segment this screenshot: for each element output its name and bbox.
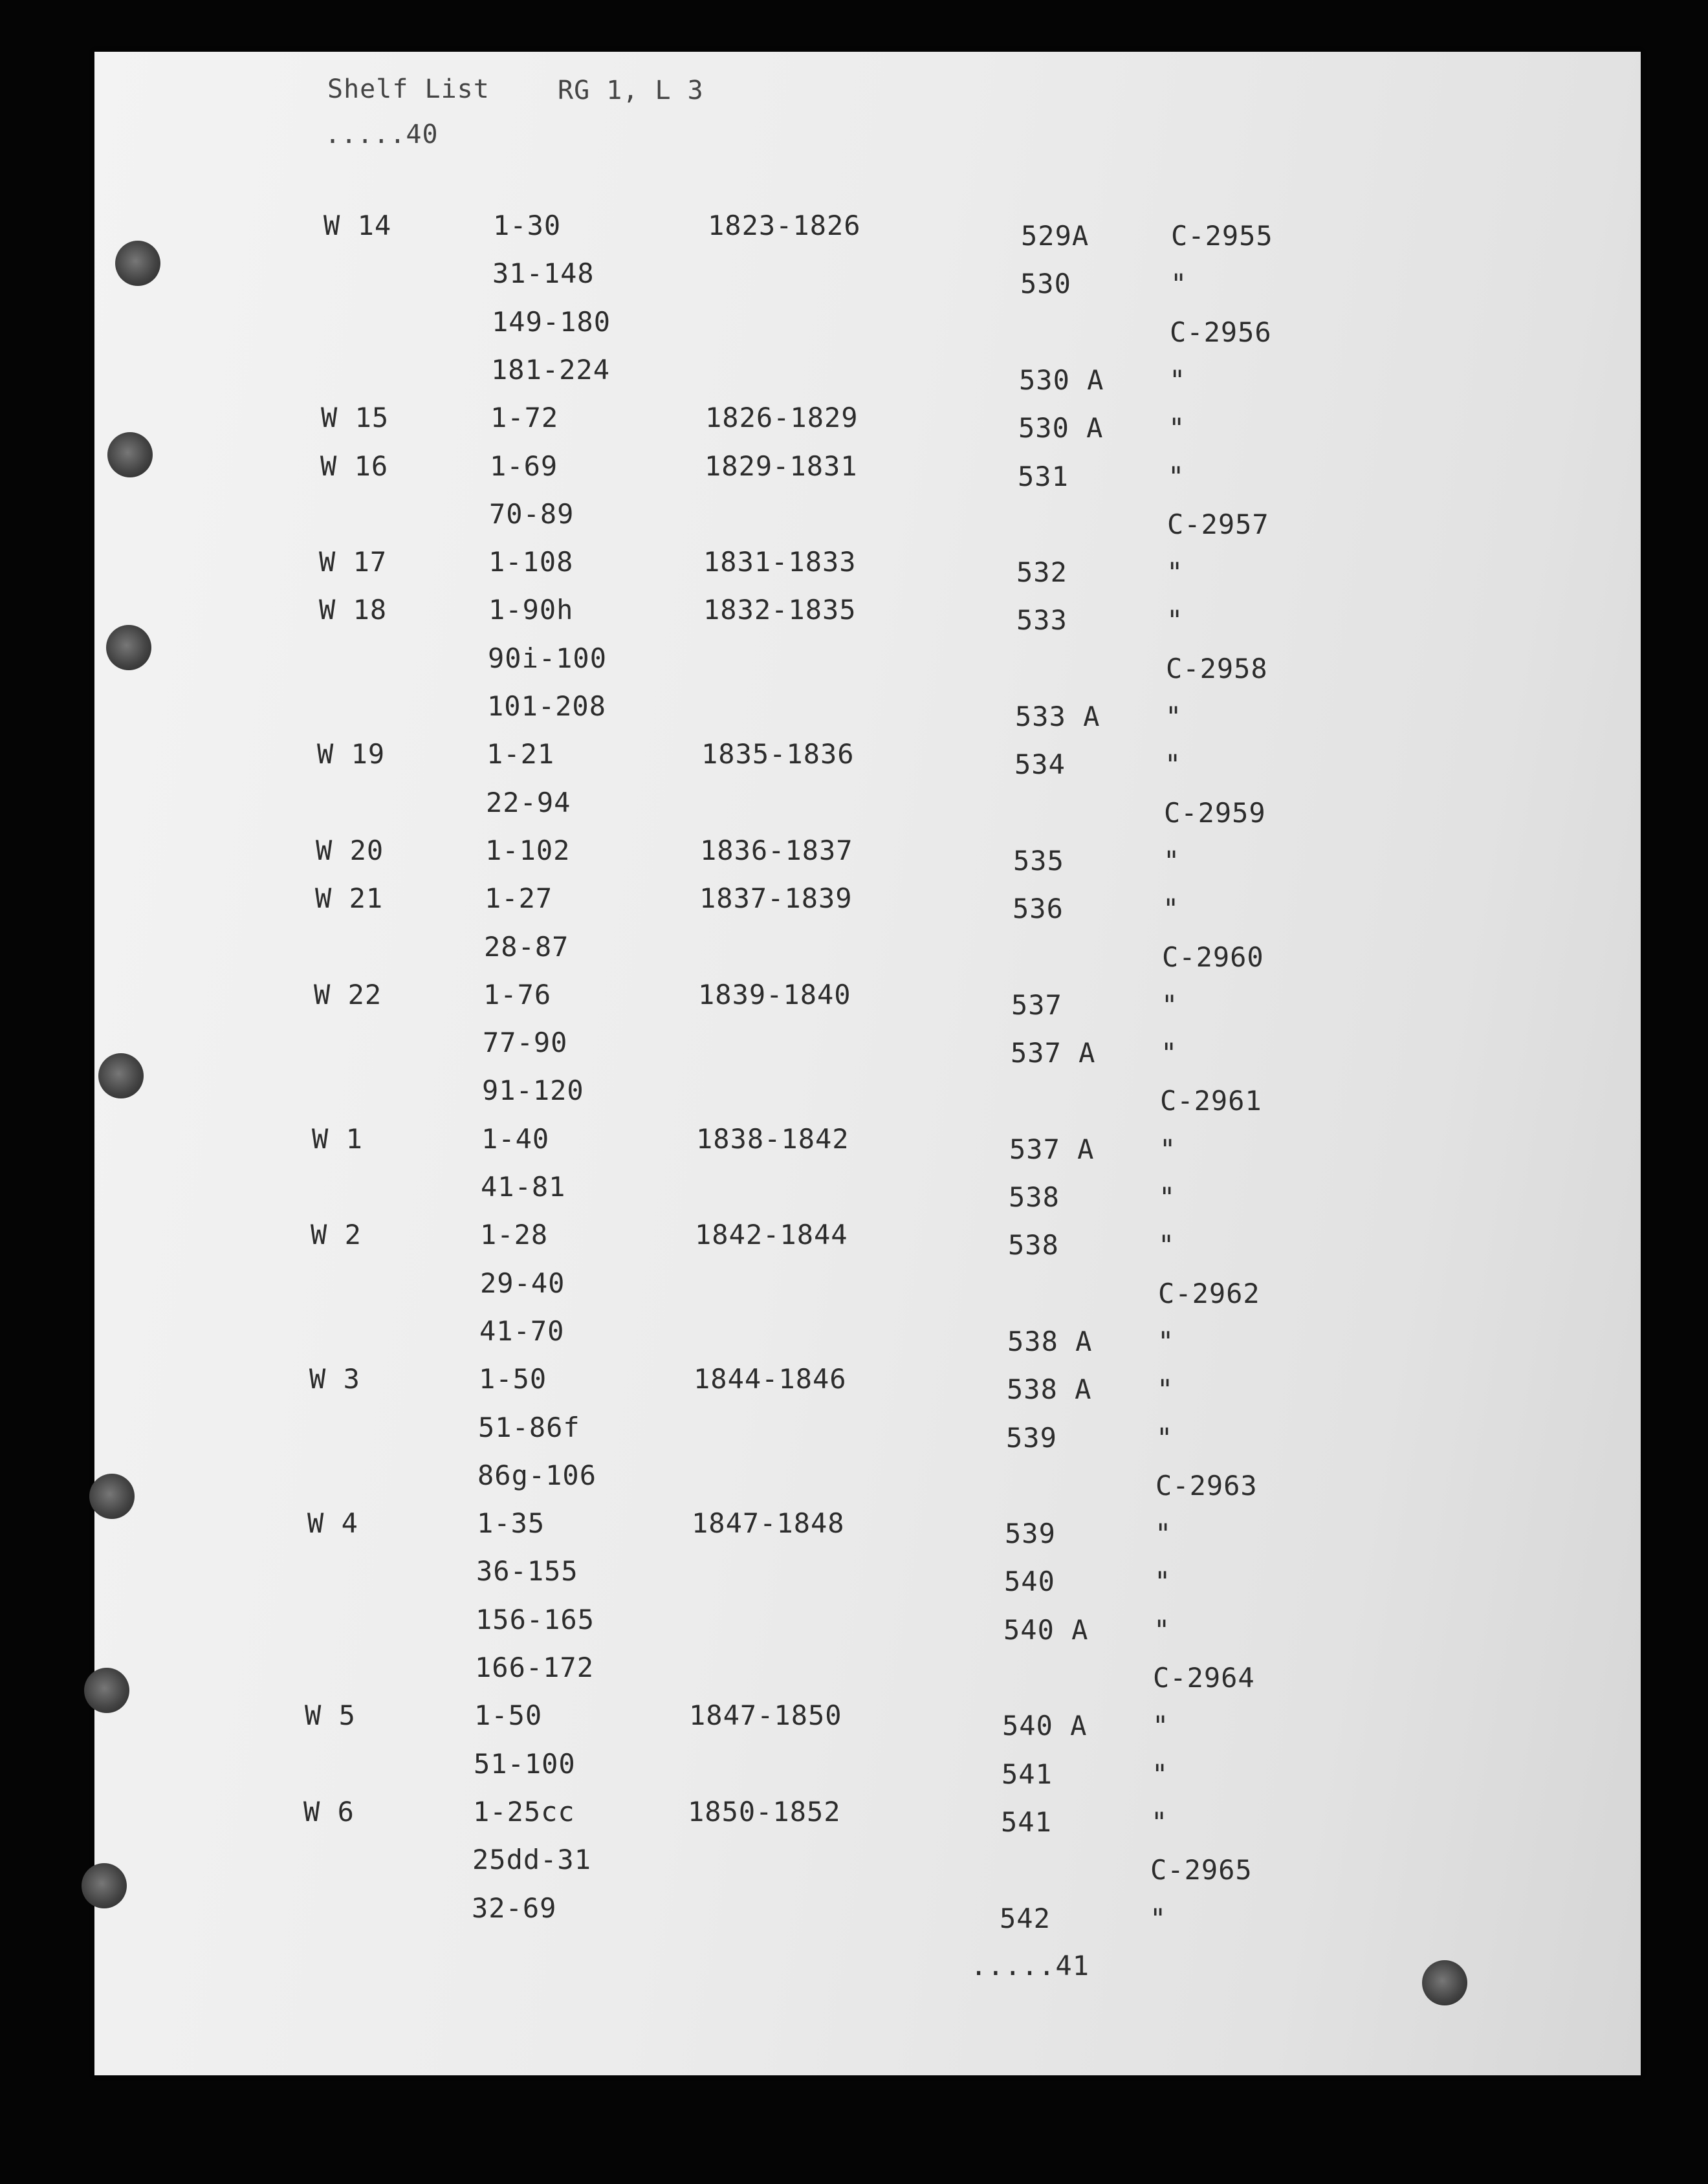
item-range-cell: 86g-106 [477, 1459, 597, 1491]
header-record-group: RG 1, L 3 [558, 76, 704, 105]
item-range-cell: 1-102 [485, 834, 571, 866]
item-range-cell: 1-50 [479, 1363, 547, 1395]
box-cell: 538 A [1007, 1325, 1093, 1357]
item-range-cell: 25dd-31 [472, 1844, 592, 1876]
reel-cell: " [1161, 988, 1179, 1021]
series-cell: W 6 [303, 1795, 355, 1828]
series-cell: W 18 [319, 594, 388, 626]
date-range-cell: 1836-1837 [700, 834, 853, 866]
reel-cell: " [1154, 1566, 1172, 1598]
date-range-cell: 1847-1848 [692, 1507, 845, 1540]
item-range-cell: 1-28 [480, 1219, 549, 1251]
box-cell: 539 [1005, 1518, 1056, 1550]
box-cell: 530 [1020, 268, 1071, 300]
box-cell: 533 [1016, 604, 1068, 637]
reel-cell: " [1170, 268, 1188, 300]
reel-cell: " [1152, 1758, 1169, 1790]
box-cell: 531 [1018, 460, 1069, 492]
item-range-cell: 90i-100 [488, 642, 608, 674]
reel-cell: " [1154, 1613, 1171, 1646]
date-range-cell: 1832-1835 [703, 594, 857, 626]
date-range-cell: 1823-1826 [708, 210, 861, 241]
reel-cell: C-2962 [1158, 1277, 1260, 1309]
item-range-cell: 156-165 [476, 1603, 595, 1635]
box-cell: 532 [1016, 556, 1068, 589]
reel-cell: " [1163, 844, 1181, 877]
date-range-cell: 1826-1829 [705, 402, 859, 434]
series-cell: W 22 [314, 978, 382, 1010]
box-cell: 537 A [1011, 1037, 1096, 1069]
date-range-cell: 1844-1846 [694, 1363, 847, 1395]
series-cell: W 16 [320, 450, 389, 482]
item-range-cell: 181-224 [491, 353, 611, 386]
reel-cell: " [1157, 1373, 1174, 1406]
series-cell: W 3 [309, 1363, 360, 1395]
item-range-cell: 1-50 [474, 1699, 543, 1732]
punch-hole [1422, 1960, 1467, 2005]
item-range-cell: 1-25cc [473, 1795, 575, 1828]
item-range-cell: 1-108 [488, 546, 574, 578]
reel-cell: " [1168, 412, 1186, 444]
box-cell: 541 [1001, 1806, 1052, 1838]
series-cell: W 20 [316, 834, 384, 866]
date-range-cell: 1850-1852 [688, 1795, 841, 1828]
item-range-cell: 91-120 [482, 1075, 584, 1107]
series-cell: W 14 [323, 210, 392, 241]
reel-cell: " [1155, 1518, 1172, 1550]
item-range-cell: 1-72 [490, 402, 559, 434]
reel-cell: " [1151, 1806, 1168, 1838]
date-range-cell: 1835-1836 [701, 738, 855, 770]
item-range-cell: 1-30 [493, 210, 562, 241]
document-page [94, 52, 1641, 2075]
box-cell: 539 [1006, 1421, 1057, 1454]
item-range-cell: 1-40 [481, 1122, 550, 1155]
item-range-cell: 29-40 [480, 1267, 565, 1299]
item-range-cell: 41-70 [479, 1315, 565, 1347]
box-cell: 533 A [1015, 701, 1100, 732]
date-range-cell: 1829-1831 [705, 450, 858, 482]
item-range-cell: 31-148 [492, 257, 595, 290]
series-cell: W 15 [321, 402, 389, 434]
punch-hole [107, 432, 153, 477]
punch-hole [89, 1474, 135, 1519]
reel-cell: " [1165, 748, 1182, 781]
reel-cell: " [1156, 1421, 1174, 1454]
item-range-cell: 41-81 [481, 1171, 566, 1203]
box-cell: 538 A [1007, 1373, 1092, 1406]
box-cell: 538 [1008, 1229, 1059, 1261]
punch-hole [106, 625, 151, 670]
reel-cell: " [1165, 701, 1183, 732]
date-range-cell: 1842-1844 [695, 1219, 848, 1251]
item-range-cell: 70-89 [489, 497, 575, 530]
box-cell: 537 [1011, 988, 1062, 1021]
date-range-cell: 1837-1839 [699, 882, 853, 915]
reel-cell: C-2958 [1166, 652, 1268, 684]
item-range-cell: 149-180 [492, 305, 611, 338]
reel-cell: " [1159, 1133, 1177, 1165]
reel-cell: " [1163, 893, 1180, 925]
box-cell: 538 [1009, 1181, 1060, 1213]
punch-hole [82, 1863, 127, 1908]
box-cell: 542 [1000, 1902, 1051, 1934]
punch-hole [115, 241, 160, 286]
series-cell: W 1 [312, 1122, 363, 1155]
item-range-cell: 32-69 [472, 1892, 557, 1924]
footer-page-next: .....41 [970, 1950, 1090, 1982]
header-page-prev: .....40 [325, 120, 439, 149]
reel-cell: " [1150, 1902, 1167, 1934]
date-range-cell: 1838-1842 [696, 1122, 849, 1155]
item-range-cell: 1-21 [487, 738, 555, 770]
box-cell: 534 [1014, 748, 1066, 781]
item-range-cell: 22-94 [486, 786, 571, 818]
item-range-cell: 166-172 [475, 1652, 595, 1683]
item-range-cell: 28-87 [484, 930, 569, 963]
box-cell: 530 A [1019, 364, 1104, 396]
series-cell: W 2 [311, 1219, 362, 1251]
series-cell: W 5 [305, 1699, 356, 1732]
reel-cell: " [1166, 556, 1184, 589]
item-range-cell: 36-155 [476, 1555, 578, 1588]
series-cell: W 17 [319, 546, 388, 578]
reel-cell: C-2957 [1167, 508, 1269, 540]
box-cell: 536 [1013, 893, 1064, 925]
item-range-cell: 77-90 [483, 1027, 568, 1059]
box-cell: 535 [1013, 844, 1064, 877]
reel-cell: C-2960 [1162, 941, 1264, 973]
series-cell: W 4 [307, 1507, 358, 1540]
series-cell: W 21 [315, 882, 384, 915]
reel-cell: " [1168, 460, 1185, 492]
reel-cell: " [1166, 604, 1184, 637]
item-range-cell: 1-27 [485, 882, 553, 915]
series-cell: W 19 [317, 738, 386, 770]
date-range-cell: 1831-1833 [703, 546, 857, 578]
box-cell: 529A [1021, 220, 1089, 252]
reel-cell: C-2956 [1170, 316, 1272, 348]
item-range-cell: 1-35 [477, 1507, 545, 1540]
reel-cell: " [1169, 364, 1187, 396]
item-range-cell: 1-90h [488, 594, 574, 626]
reel-cell: " [1157, 1325, 1175, 1357]
punch-hole [84, 1668, 129, 1713]
item-range-cell: 51-86f [478, 1411, 580, 1443]
item-range-cell: 1-76 [483, 978, 552, 1010]
item-range-cell: 1-69 [490, 450, 558, 482]
punch-hole [98, 1053, 144, 1098]
reel-cell: " [1159, 1181, 1176, 1213]
date-range-cell: 1839-1840 [698, 978, 851, 1010]
reel-cell: C-2959 [1164, 796, 1266, 829]
box-cell: 540 A [1003, 1613, 1089, 1646]
reel-cell: C-2955 [1171, 220, 1273, 252]
box-cell: 530 A [1018, 412, 1104, 444]
reel-cell: C-2965 [1150, 1854, 1253, 1886]
reel-cell: C-2964 [1153, 1662, 1255, 1694]
item-range-cell: 101-208 [487, 690, 607, 722]
box-cell: 541 [1002, 1758, 1053, 1790]
box-cell: 540 A [1002, 1710, 1088, 1742]
item-range-cell: 51-100 [474, 1747, 576, 1780]
reel-cell: " [1152, 1710, 1170, 1742]
reel-cell: C-2963 [1155, 1469, 1258, 1502]
box-cell: 537 A [1009, 1133, 1095, 1165]
date-range-cell: 1847-1850 [689, 1699, 842, 1732]
reel-cell: C-2961 [1160, 1085, 1262, 1117]
reel-cell: " [1158, 1229, 1176, 1261]
reel-cell: " [1161, 1037, 1178, 1069]
header-title: Shelf List [327, 74, 490, 104]
box-cell: 540 [1004, 1566, 1055, 1598]
